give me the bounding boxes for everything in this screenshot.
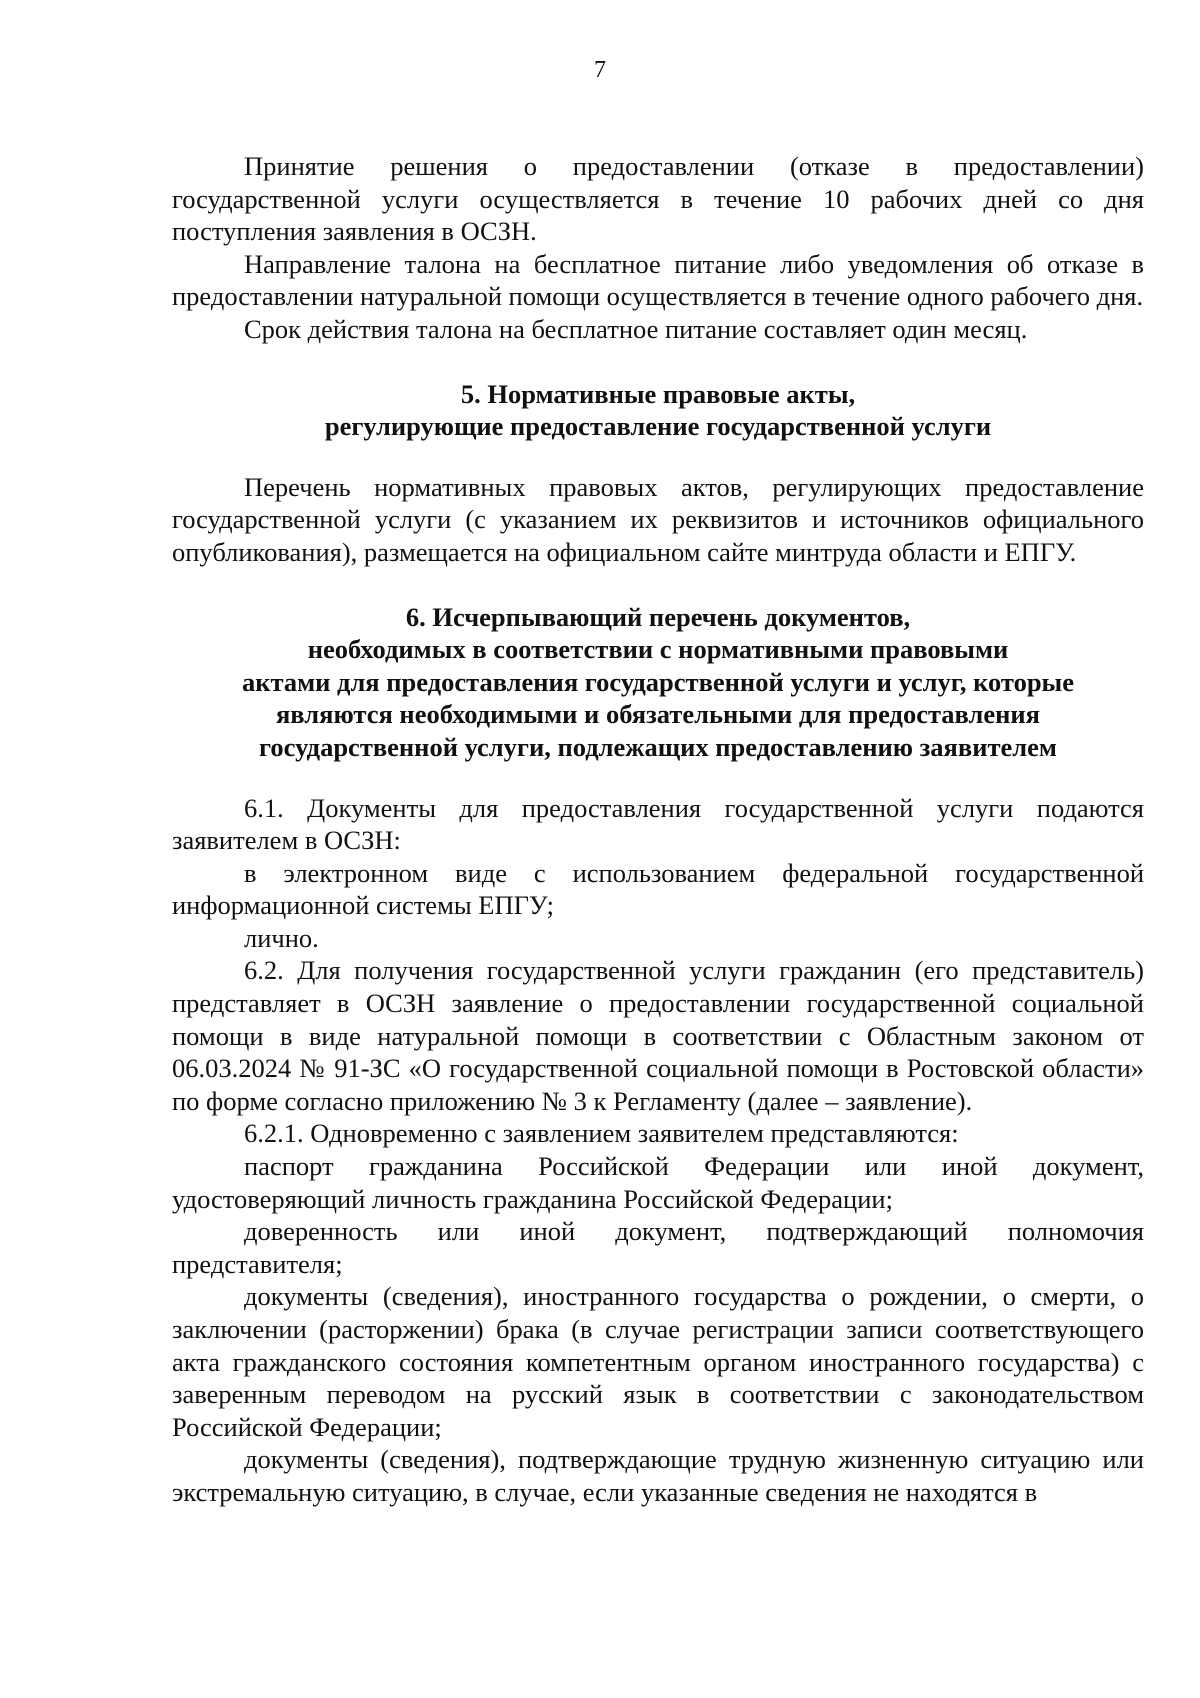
section-6-heading-line: необходимых в соответствии с нормативными правовыми (307, 634, 1009, 665)
paragraph-passport: паспорт гражданина Российской Федерации или иной документ, удостоверяющий личность гражданина Российской Федерации; (172, 1151, 1144, 1214)
paragraph-foreign-documents: документы (сведения), иностранного государства о рождении, о смерти, о заключении (расторжении) брака (в случае регистрации записи соответствующего акта гражданского состояния компетентным органом иностранного государства) с заверенным переводом на русский язык в соответствии с законодательством Российской Федерации; (172, 1281, 1144, 1442)
section-6-heading-line: являются необходимыми и обязательными для предоставления (275, 699, 1041, 730)
page-number: 7 (594, 57, 606, 83)
paragraph-in-person: лично. (244, 922, 319, 953)
section-6-heading-line: актами для предоставления государственной услуги и услуг, которые (241, 666, 1075, 697)
section-6-heading (172, 601, 1144, 764)
paragraph-6-2: 6.2. Для получения государственной услуги гражданин (его представитель) представляет в ОСЗН заявление о предоставлении государственной социальной помощи в виде натуральной помощи в соответствии с Областным законом от 06.03.2024 № 91-ЗС «О государственной социальной помощи в Ростовской области» по форме согласно приложению № 3 к Регламенту (далее – заявление). (172, 955, 1144, 1116)
paragraph-decision-term: Принятие решения о предоставлении (отказе в предоставлении) государственной услуги осуществляется в течение 10 рабочих дней со дня поступления заявления в ОСЗН. (172, 151, 1144, 247)
section-5-heading-line: 5. Нормативные правовые акты, (460, 378, 856, 409)
paragraph-power-of-attorney: доверенность или иной документ, подтверждающий полномочия представителя; (172, 1216, 1144, 1279)
paragraph-hardship-documents: документы (сведения), подтверждающие трудную жизненную ситуацию или экстремальную ситуацию, в случае, если указанные сведения не находятся в (172, 1444, 1144, 1507)
paragraph-6-1: 6.1. Документы для предоставления государственной услуги подаются заявителем в ОСЗН: (172, 792, 1144, 856)
section-5-heading-line: регулирующие предоставление государственной услуги (324, 411, 992, 442)
section-6-heading-line: 6. Исчерпывающий перечень документов, (405, 601, 911, 632)
paragraph-electronic-submission: в электронном виде с использованием федеральной государственной информационной системы ЕПГУ; (172, 857, 1144, 921)
paragraph-ticket-delivery: Направление талона на бесплатное питание либо уведомления об отказе в предоставлении натуральной помощи осуществляется в течение одного рабочего дня. (172, 248, 1144, 312)
section-5-heading (172, 378, 1144, 443)
section-6-heading-line: государственной услуги, подлежащих предоставлению заявителем (259, 731, 1057, 762)
paragraph-ticket-validity: Срок действия талона на бесплатное питание составляет один месяц. (244, 313, 1028, 344)
paragraph-6-2-1: 6.2.1. Одновременно с заявлением заявителем представляются: (244, 1118, 959, 1149)
document-body (172, 150, 1144, 1509)
paragraph-legal-acts-list: Перечень нормативных правовых актов, регулирующих предоставление государственной услуги (с указанием их реквизитов и источников официального опубликования), размещается на официальном сайте минтруда области и ЕПГУ. (172, 471, 1144, 567)
